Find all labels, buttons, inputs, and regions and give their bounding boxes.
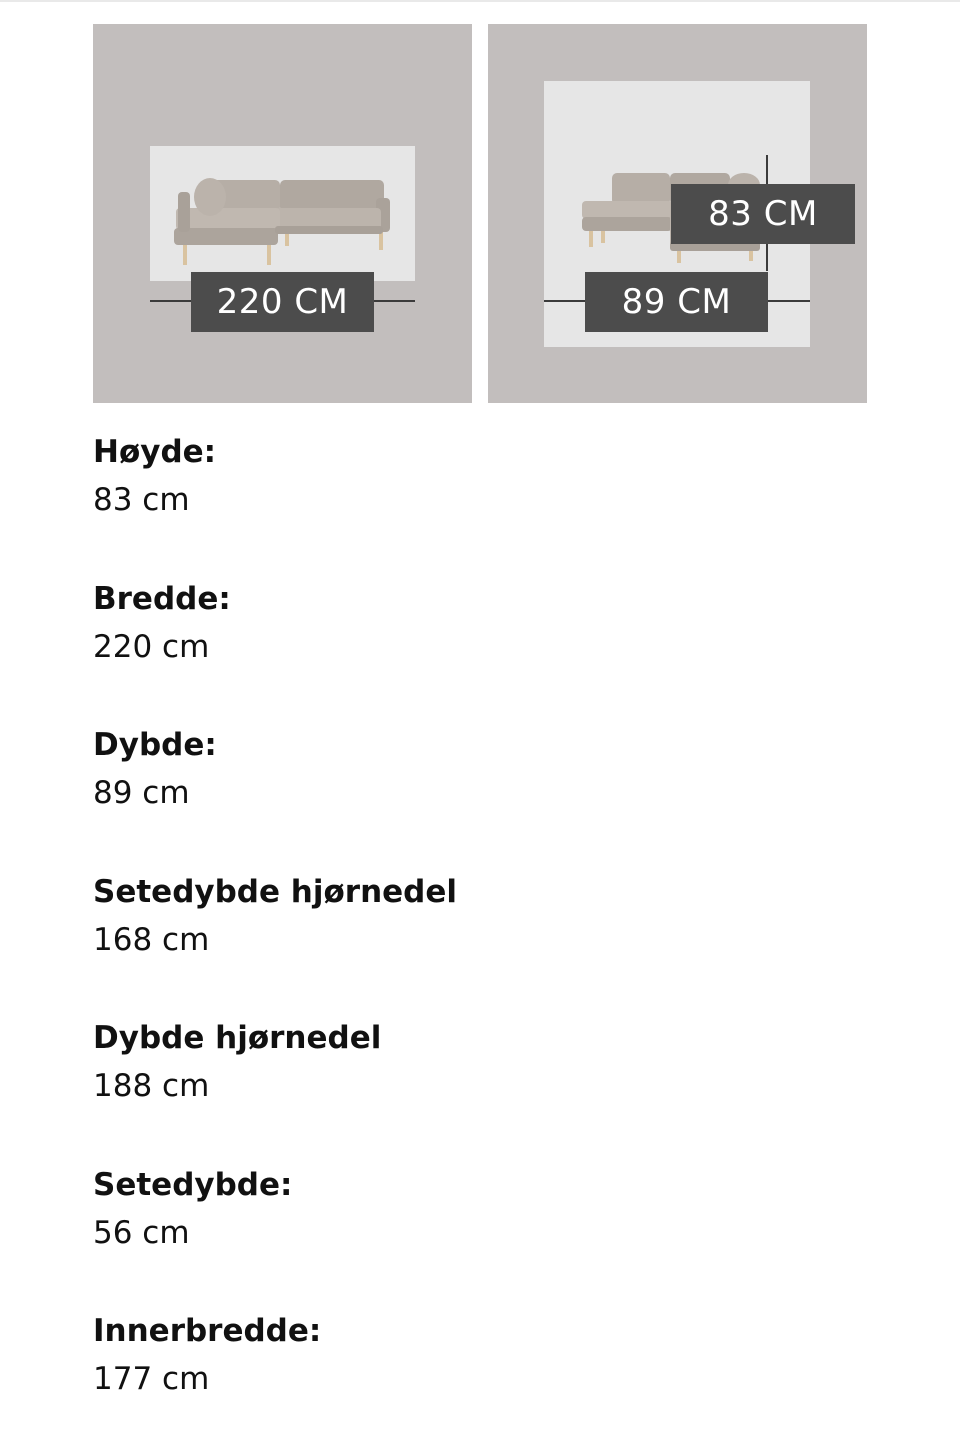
depth-dimension-label: 89 CM [585, 272, 768, 332]
spec-label: Innerbredde: [93, 1313, 322, 1349]
spec-label: Setedybde: [93, 1166, 293, 1203]
spec-label: Bredde: [93, 580, 231, 617]
spec-depth-corner [93, 1016, 893, 1163]
spec-value: 56 cm [93, 1214, 190, 1251]
sofa-front-illustration [150, 146, 415, 281]
spec-label: Dybde hjørnedel [93, 1020, 382, 1056]
dimension-image-depth-height[interactable] [488, 24, 867, 403]
spec-label: Setedybde hjørnedel [93, 873, 458, 910]
top-divider [0, 0, 960, 2]
spec-inner-width [93, 1309, 893, 1456]
spec-seat-depth [93, 1163, 893, 1310]
spec-seat-depth-corner [93, 870, 893, 1017]
width-dimension-label: 220 CM [191, 272, 374, 332]
spec-value: 168 cm [93, 921, 210, 958]
spec-value: 177 cm [93, 1361, 210, 1397]
spec-height [93, 430, 893, 577]
spec-value: 220 cm [93, 628, 210, 665]
spec-value: 188 cm [93, 1068, 210, 1104]
spec-label: Høyde: [93, 434, 217, 470]
spec-depth [93, 723, 893, 870]
spec-value: 89 cm [93, 775, 190, 811]
dimension-image-width[interactable] [93, 24, 472, 403]
spec-value: 83 cm [93, 482, 190, 518]
spec-label: Dybde: [93, 727, 217, 763]
dimension-spec-list [93, 430, 893, 1456]
sofa-photo-front [150, 146, 415, 281]
height-dimension-label: 83 CM [671, 184, 855, 244]
spec-width [93, 577, 893, 724]
